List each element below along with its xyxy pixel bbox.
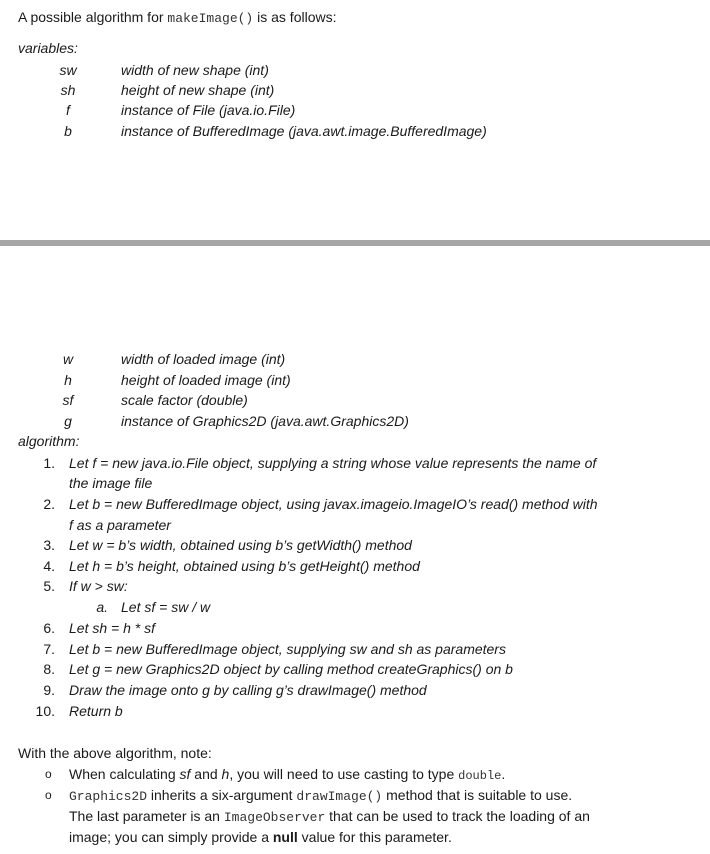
step-text: Let h = b’s height, obtained using b’s getHeight() method — [69, 558, 420, 574]
step-number: 3. — [43, 537, 55, 553]
page-break-divider — [0, 240, 710, 246]
step-text: If w > sw: — [69, 578, 128, 594]
note-fragment: When calculating — [69, 766, 180, 782]
note-null-keyword: null — [272, 829, 298, 845]
step-number: 2. — [43, 496, 55, 512]
step-number: 6. — [43, 620, 55, 636]
variable-name: g — [64, 413, 72, 429]
note-var: sf — [179, 766, 191, 782]
step-number: 7. — [43, 641, 55, 657]
variable-desc: scale factor (double) — [121, 392, 248, 408]
step-number: 8. — [43, 661, 55, 677]
variable-name: sf — [62, 392, 74, 408]
variable-name: h — [64, 372, 72, 388]
variables-label: variables: — [18, 40, 78, 56]
substep-letter: a. — [96, 599, 108, 615]
intro-line — [18, 7, 336, 29]
note-fragment: value for this parameter. — [297, 829, 452, 845]
variable-name: sh — [60, 82, 76, 98]
variable-desc: instance of BufferedImage (java.awt.image.BufferedImage) — [121, 123, 487, 139]
variable-desc: height of new shape (int) — [121, 82, 275, 98]
step-text: Let f = new java.io.File object, supplying a string whose value represents the name of — [69, 455, 597, 471]
step-number: 4. — [43, 558, 55, 574]
note-text — [69, 827, 452, 847]
method-name-code: makeImage() — [167, 11, 254, 26]
note-fragment: , you will need to use casting to type — [229, 766, 459, 782]
step-text: Let b = new BufferedImage object, using javax.imageio.ImageIO’s read() method with — [69, 496, 598, 512]
step-text: Let b = new BufferedImage object, supplying sw and sh as parameters — [69, 641, 506, 657]
notes-label: With the above algorithm, note: — [18, 745, 212, 761]
variable-desc: width of new shape (int) — [121, 62, 269, 78]
intro-suffix: is as follows: — [253, 9, 337, 25]
note-fragment: image; you can simply provide a — [69, 829, 273, 845]
step-text: Let sf = sw / w — [121, 599, 211, 615]
note-fragment: . — [501, 766, 506, 782]
note-fragment: method that is suitable to use. — [382, 787, 573, 803]
variable-desc: width of loaded image (int) — [121, 351, 286, 367]
variable-desc: instance of Graphics2D (java.awt.Graphics2D) — [121, 413, 409, 429]
step-number: 1. — [43, 455, 55, 471]
variable-name: b — [64, 123, 72, 139]
note-text — [69, 806, 590, 828]
variable-desc: height of loaded image (int) — [121, 372, 291, 388]
note-fragment: and — [190, 766, 222, 782]
note-code: Graphics2D — [69, 789, 148, 804]
intro-prefix: A possible algorithm for — [18, 9, 168, 25]
variable-name: sw — [59, 62, 77, 78]
note-code: drawImage() — [296, 789, 383, 804]
step-number: 9. — [43, 682, 55, 698]
step-text: Return b — [69, 703, 123, 719]
bullet-icon: o — [45, 767, 52, 781]
note-text — [69, 785, 572, 807]
step-text: Draw the image onto g by calling g’s drawImage() method — [69, 682, 427, 698]
step-number: 10. — [35, 703, 55, 719]
step-text: Let w = b’s width, obtained using b’s getWidth() method — [69, 537, 412, 553]
bullet-icon: o — [45, 788, 52, 802]
note-var: h — [221, 766, 230, 782]
variable-name: w — [62, 351, 74, 367]
step-text: the image file — [69, 475, 153, 491]
algorithm-label: algorithm: — [18, 433, 80, 449]
note-text — [69, 764, 505, 786]
variable-name: f — [66, 102, 70, 118]
note-code: ImageObserver — [223, 810, 326, 825]
variable-desc: instance of File (java.io.File) — [121, 102, 296, 118]
note-code: double — [458, 769, 502, 783]
note-fragment: that can be used to track the loading of an — [325, 808, 590, 824]
step-number: 5. — [43, 578, 55, 594]
note-fragment: inherits a six-argument — [147, 787, 297, 803]
step-text: Let g = new Graphics2D object by calling method createGraphics() on b — [69, 661, 513, 677]
step-text: Let sh = h * sf — [69, 620, 155, 636]
note-fragment: The last parameter is an — [69, 808, 224, 824]
step-text: f as a parameter — [69, 517, 171, 533]
